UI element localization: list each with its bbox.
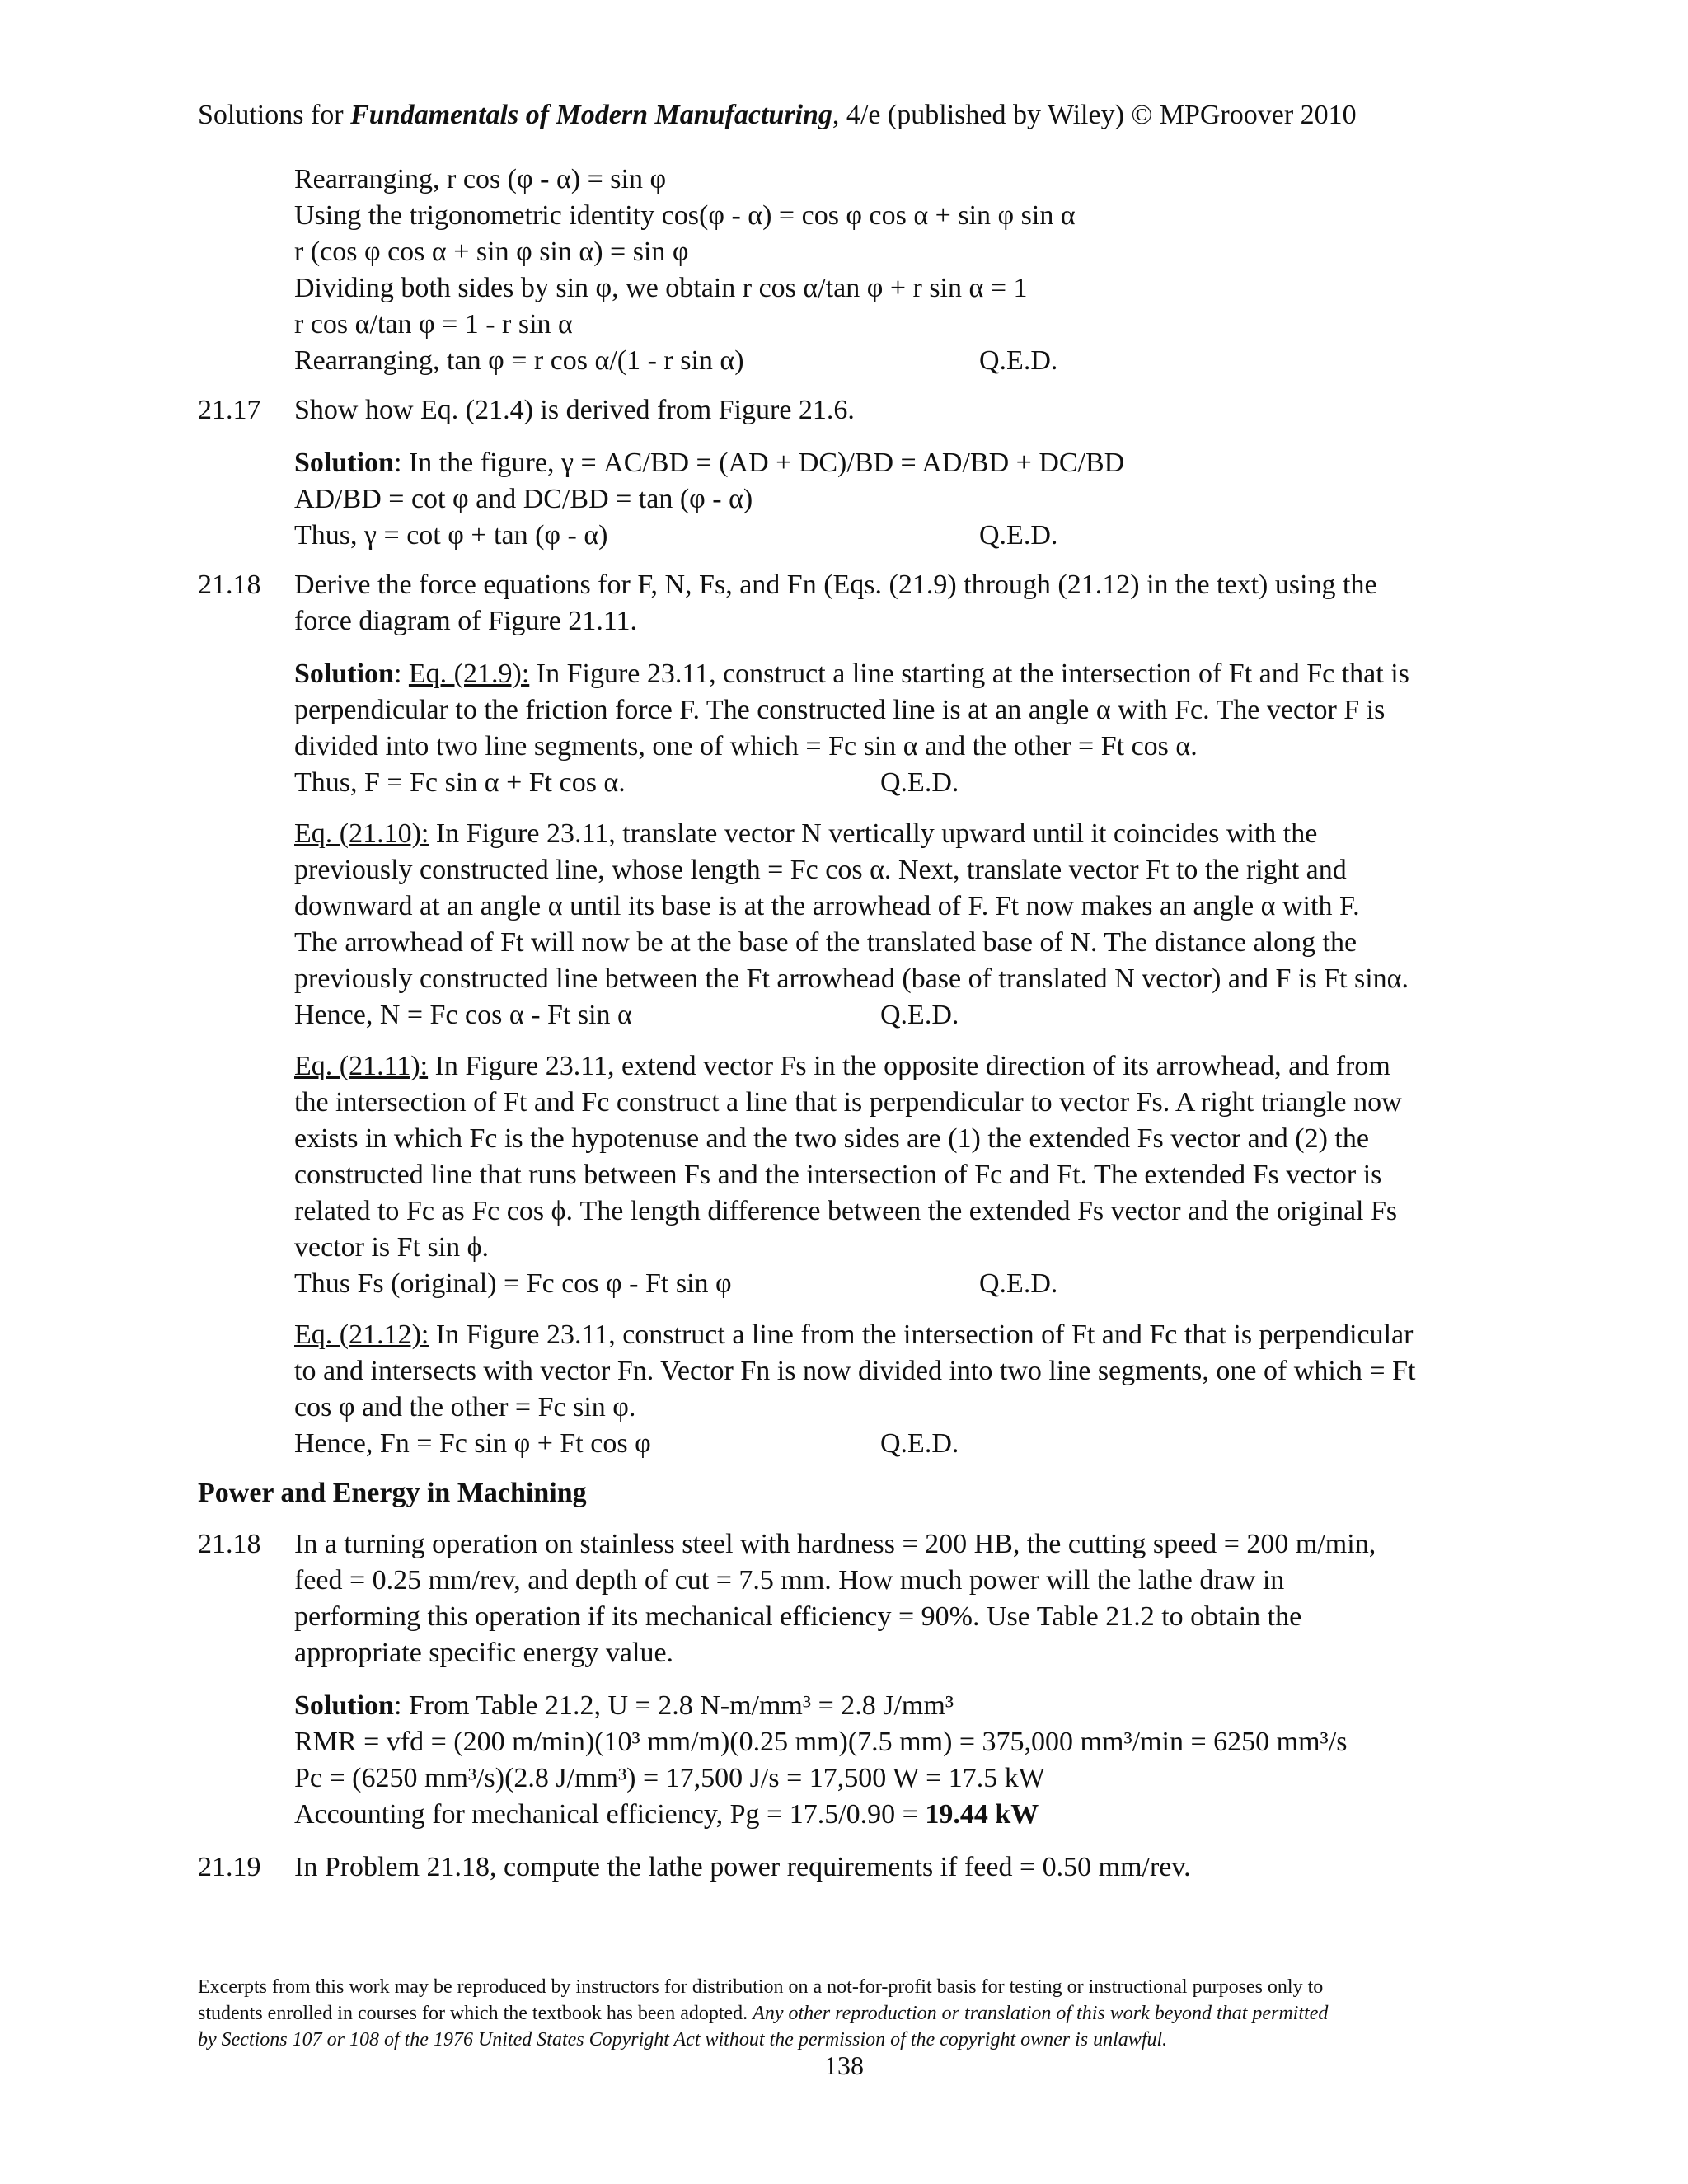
book-title: Fundamentals of Modern Manufacturing (350, 100, 832, 130)
footer-line-1: Excerpts from this work may be reproduced by instructors for distribution on a not-for-profit basis for testing or instructional purposes only to (198, 1976, 1324, 1998)
eq11-line-6: vector is Ft sin ϕ. (294, 1232, 490, 1263)
eq10-line-6: Hence, N = Fc cos α - Ft sin α (294, 1000, 632, 1030)
solution-line-1: Solution: In the figure, γ = AC/BD = (AD + DC)/BD = AD/BD + DC/BD (294, 448, 1125, 478)
problem-number: 21.18 (198, 1529, 261, 1559)
eq-ref-21-10: Eq. (21.10): (294, 818, 429, 849)
solution-label: Solution (294, 1690, 394, 1721)
eq10-line-5: previously constructed line between the Ft arrowhead (base of translated N vector) and F is Ft sinα. (294, 963, 1409, 994)
eq9-line-3: divided into two line segments, one of which = Fc sin α and the other = Ft cos α. (294, 731, 1198, 762)
eq10-line-3: downward at an angle α until its base is at the arrowhead of F. Ft now makes an angle α with F. (294, 891, 1360, 921)
cont-line-2: Using the trigonometric identity cos(φ - α) = cos φ cos α + sin φ sin α (294, 200, 1076, 231)
eq9-line-4: Thus, F = Fc sin α + Ft cos α. (294, 767, 626, 798)
eq12-line-3: cos φ and the other = Fc sin φ. (294, 1392, 636, 1422)
final-answer: 19.44 kW (925, 1799, 1039, 1830)
eq10-line-2: previously constructed line, whose length = Fc cos α. Next, translate vector Ft to the right and (294, 855, 1347, 885)
cont-line-6: Rearranging, tan φ = r cos α/(1 - r sin α) (294, 345, 744, 376)
eq12-line-1: Eq. (21.12): In Figure 23.11, construct a line from the intersection of Ft and Fc that is perpendicular (294, 1319, 1414, 1350)
problem-question-line-4: appropriate specific energy value. (294, 1638, 674, 1668)
eq9-line-1: Solution: Eq. (21.9): In Figure 23.11, construct a line starting at the intersection of Ft and Fc that is (294, 658, 1409, 689)
page-number: 138 (824, 2050, 864, 2080)
section-heading: Power and Energy in Machining (198, 1478, 587, 1508)
qed-mark: Q.E.D. (880, 1000, 959, 1030)
running-header: Solutions for Fundamentals of Modern Manufacturing, 4/e (published by Wiley) © MPGroover 2010 (198, 100, 1357, 130)
solution-label: Solution (294, 448, 394, 478)
problem-question-line-2: force diagram of Figure 21.11. (294, 606, 638, 636)
solution-label: Solution (294, 658, 394, 689)
eq12-line-4: Hence, Fn = Fc sin φ + Ft cos φ (294, 1428, 651, 1459)
cont-line-3: r (cos φ cos α + sin φ sin α) = sin φ (294, 237, 689, 267)
solution-line-2: AD/BD = cot φ and DC/BD = tan (φ - α) (294, 484, 753, 514)
footer-line-3: by Sections 107 or 108 of the 1976 United States Copyright Act without the permission of the copyright owner is unlawful. (198, 2029, 1168, 2050)
cont-line-1: Rearranging, r cos (φ - α) = sin φ (294, 164, 667, 194)
qed-mark: Q.E.D. (979, 345, 1058, 376)
eq11-line-7: Thus Fs (original) = Fc cos φ - Ft sin φ (294, 1268, 732, 1299)
eq11-line-1: Eq. (21.11): In Figure 23.11, extend vector Fs in the opposite direction of its arrowhead, and from (294, 1051, 1390, 1081)
problem-question-line-2: feed = 0.25 mm/rev, and depth of cut = 7.5 mm. How much power will the lathe draw in (294, 1565, 1285, 1596)
eq11-line-3: exists in which Fc is the hypotenuse and the two sides are (1) the extended Fs vector and (2) the (294, 1123, 1369, 1154)
qed-mark: Q.E.D. (880, 1428, 959, 1459)
footer-line-2: students enrolled in courses for which the textbook has been adopted. Any other reproduction or translation of this work beyond that permitted (198, 2003, 1329, 2024)
problem-number: 21.18 (198, 569, 261, 600)
eq-ref-21-11: Eq. (21.11): (294, 1051, 429, 1081)
problem-question-line-1: In a turning operation on stainless steel with hardness = 200 HB, the cutting speed = 200 m/min, (294, 1529, 1376, 1559)
qed-mark: Q.E.D. (880, 767, 959, 798)
eq9-line-2: perpendicular to the friction force F. The constructed line is at an angle α with Fc. The vector F is (294, 695, 1386, 725)
problem-number: 21.19 (198, 1852, 261, 1882)
eq-ref-21-9: Eq. (21.9): (408, 658, 530, 689)
problem-question: In Problem 21.18, compute the lathe power requirements if feed = 0.50 mm/rev. (294, 1852, 1191, 1882)
eq12-line-2: to and intersects with vector Fn. Vector Fn is now divided into two line segments, one of which = Ft (294, 1356, 1416, 1386)
problem-question-line-3: performing this operation if its mechanical efficiency = 90%. Use Table 21.2 to obtain the (294, 1601, 1302, 1632)
problem-number: 21.17 (198, 395, 261, 425)
eq11-line-5: related to Fc as Fc cos ϕ. The length difference between the extended Fs vector and the original Fs (294, 1196, 1398, 1226)
solution-line-1: Solution: From Table 21.2, U = 2.8 N-m/mm³ = 2.8 J/mm³ (294, 1690, 954, 1721)
solution-line-4: Accounting for mechanical efficiency, Pg = 17.5/0.90 = 19.44 kW (294, 1799, 1039, 1830)
eq11-line-4: constructed line that runs between Fs and the intersection of Fc and Ft. The extended Fs vector is (294, 1160, 1382, 1190)
problem-question: Show how Eq. (21.4) is derived from Figure 21.6. (294, 395, 855, 425)
solution-line-2: RMR = vfd = (200 m/min)(10³ mm/m)(0.25 mm)(7.5 mm) = 375,000 mm³/min = 6250 mm³/s (294, 1727, 1348, 1757)
qed-mark: Q.E.D. (979, 520, 1058, 551)
cont-line-5: r cos α/tan φ = 1 - r sin α (294, 309, 573, 340)
solution-line-3: Thus, γ = cot φ + tan (φ - α) (294, 520, 608, 551)
qed-mark: Q.E.D. (979, 1268, 1058, 1299)
problem-question-line-1: Derive the force equations for F, N, Fs, and Fn (Eqs. (21.9) through (21.12) in the text) using the (294, 569, 1377, 600)
eq11-line-2: the intersection of Ft and Fc construct a line that is perpendicular to vector Fs. A right triangle now (294, 1087, 1402, 1118)
cont-line-4: Dividing both sides by sin φ, we obtain r cos α/tan φ + r sin α = 1 (294, 273, 1028, 303)
eq10-line-1: Eq. (21.10): In Figure 23.11, translate vector N vertically upward until it coincides with the (294, 818, 1318, 849)
eq10-line-4: The arrowhead of Ft will now be at the base of the translated base of N. The distance along the (294, 927, 1357, 958)
solution-line-3: Pc = (6250 mm³/s)(2.8 J/mm³) = 17,500 J/s = 17,500 W = 17.5 kW (294, 1763, 1045, 1793)
eq-ref-21-12: Eq. (21.12): (294, 1319, 429, 1350)
